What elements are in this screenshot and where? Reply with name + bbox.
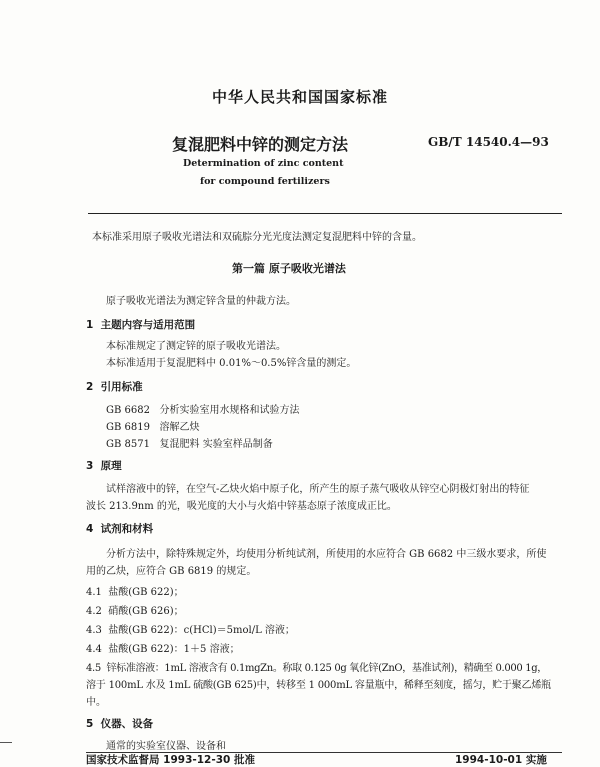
- section-title: 引用标准: [100, 381, 143, 393]
- reference-code: GB 6819: [106, 422, 150, 433]
- section-3-heading: [86, 458, 122, 473]
- effective-date: 1994-10-01 实施: [455, 754, 547, 766]
- section-1-heading: [86, 317, 195, 332]
- reagent-item-continuation: 溶于 100mL 水及 1mL 硫酸(GB 625)中，转移至 1 000mL 容量瓶中，稀释至刻度，摇匀，贮于聚乙烯瓶: [86, 680, 551, 691]
- section-1-line-2: 本标准适用于复混肥料中 0.01%～0.5%锌含量的测定。: [106, 358, 357, 369]
- section-2-heading: [86, 379, 143, 394]
- scan-edge-mark: [0, 742, 12, 743]
- section-5-line-1: 通常的实验室仪器、设备和: [106, 741, 226, 752]
- item-number: 4.5: [86, 663, 101, 674]
- section-number: 5: [86, 718, 94, 730]
- item-text: 盐酸(GB 622)；: [108, 587, 184, 598]
- item-number: 4.3: [86, 625, 102, 636]
- section-title: 仪器、设备: [100, 718, 154, 730]
- reagent-item-continuation: 中。: [86, 697, 106, 708]
- item-text: 硝酸(GB 626)；: [108, 606, 184, 617]
- section-number: 1: [86, 319, 94, 331]
- header-divider: [88, 213, 562, 214]
- section-4-line-2: 用的乙炔，应符合 GB 6819 的规定。: [86, 566, 257, 577]
- section-title: 主题内容与适用范围: [100, 319, 196, 331]
- part-one-heading: 第一篇 原子吸收光谱法: [232, 262, 346, 275]
- part-one-intro: 原子吸收光谱法为测定锌含量的仲裁方法。: [106, 296, 296, 307]
- item-number: 4.2: [86, 606, 102, 617]
- reagent-item: [86, 602, 184, 617]
- reagent-item: [86, 621, 295, 636]
- section-4-heading: [86, 521, 153, 536]
- reference-code: GB 6682: [106, 405, 150, 416]
- section-number: 2: [86, 381, 94, 393]
- standard-authority-header: 中华人民共和国国家标准: [211, 88, 388, 106]
- item-text: 锌标准溶液：1mL 溶液含有 0.1mgZn。称取 0.125 0g 氧化锌(ZnO，基准试剂)，精确至 0.000 1g，: [106, 663, 547, 674]
- item-number: 4.1: [86, 587, 102, 598]
- reagent-item: [86, 640, 240, 655]
- reference-item: [106, 418, 200, 433]
- document-title: 复混肥料中锌的测定方法: [172, 135, 349, 154]
- section-title: 试剂和材料: [100, 523, 154, 535]
- standard-code: GB/T 14540.4—93: [428, 135, 549, 149]
- item-number: 4.4: [86, 644, 102, 655]
- intro-paragraph: 本标准采用原子吸收光谱法和双硫腙分光光度法测定复混肥料中锌的含量。: [92, 232, 422, 243]
- section-number: 3: [86, 460, 94, 472]
- section-4-line-1: 分析方法中，除特殊规定外，均使用分析纯试剂，所使用的水应符合 GB 6682 中三级水要求，所使: [106, 549, 547, 560]
- approval-date: 国家技术监督局 1993-12-30 批准: [86, 754, 255, 766]
- reagent-item: [86, 659, 547, 674]
- section-5-heading: [86, 716, 153, 731]
- section-1-line-1: 本标准规定了测定锌的原子吸收光谱法。: [106, 341, 286, 352]
- reagent-item: [86, 583, 184, 598]
- section-3-line-2: 波长 213.9nm 的光，吸光度的大小与火焰中锌基态原子浓度成正比。: [86, 501, 397, 512]
- english-title-line-2: for compound fertilizers: [200, 176, 330, 187]
- reference-item: [106, 435, 273, 450]
- reference-name: 溶解乙炔: [159, 422, 200, 433]
- section-number: 4: [86, 523, 94, 535]
- section-title: 原理: [100, 460, 122, 472]
- reference-code: GB 8571: [106, 439, 150, 450]
- reference-name: 复混肥料 实验室样品制备: [159, 439, 273, 450]
- reference-item: [106, 401, 300, 416]
- reference-name: 分析实验室用水规格和试验方法: [159, 405, 300, 416]
- item-text: 盐酸(GB 622)：1＋5 溶液；: [108, 644, 240, 655]
- item-text: 盐酸(GB 622)：c(HCl)＝5mol/L 溶液；: [108, 625, 295, 636]
- section-3-line-1: 试样溶液中的锌，在空气-乙炔火焰中原子化，所产生的原子蒸气吸收从锌空心阴极灯射出的特征: [106, 484, 530, 495]
- english-title-line-1: Determination of zinc content: [183, 158, 344, 169]
